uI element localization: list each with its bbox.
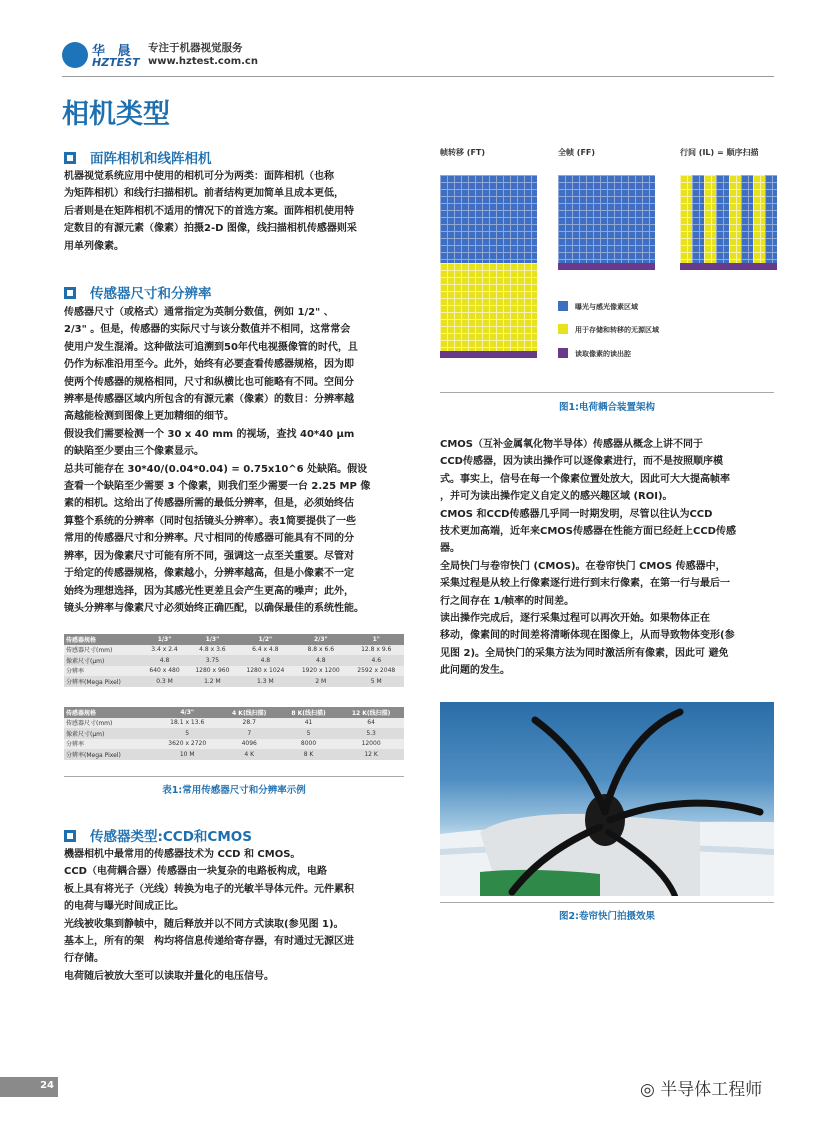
table-row <box>64 676 404 687</box>
text-line: 式。事实上，信号在每一个像素位置处放大，因此可大大提高帧率 <box>440 473 730 485</box>
table-cell: 2 M <box>293 676 348 687</box>
text-line: 高越能检测到图像上更加精细的细节。 <box>64 411 234 423</box>
table-cell: 像素尺寸(μm) <box>64 728 155 739</box>
table-cell: 3620 x 2720 <box>155 739 220 750</box>
page-number-tab <box>0 1077 58 1097</box>
table-cell: 1" <box>349 634 404 645</box>
text-line: 见图 2)。全局快门的采集方法为同时激活所有像素，因此可 避免 <box>440 647 729 659</box>
table-cell: 传感器尺寸(mm) <box>64 645 142 656</box>
table-caption: 表1:常用传感器尺寸和分辨率示例 <box>162 785 306 796</box>
table-cell: 12000 <box>338 739 404 750</box>
il-area <box>680 175 777 263</box>
text-line: 传感器尺寸（或格式）通常指定为英制分数值，例如 1/2" 、 <box>64 307 334 318</box>
table-cell: 6.4 x 4.8 <box>238 645 293 656</box>
ff-readout-register <box>558 263 655 270</box>
il-active-column <box>692 175 704 263</box>
table-cell: 4 K <box>220 749 279 760</box>
table-cell: 1.3 M <box>238 676 293 687</box>
table-cell: 4/3" <box>155 707 220 718</box>
table-row <box>64 718 404 729</box>
table-row <box>64 739 404 750</box>
text-line: 板上具有将光子（光线）转换为电子的光敏半导体元件。元件累积 <box>64 883 354 895</box>
legend-label-storage: 用于存储和转移的无源区域 <box>575 326 659 334</box>
il-active-column <box>716 175 728 263</box>
text-line: 机器视觉系统应用中使用的相机可分为两类：面阵相机（也称 <box>64 171 334 182</box>
table-cell: 41 <box>279 718 338 729</box>
fig-label-ft: 帧转移 (FT) <box>440 148 486 157</box>
table-cell: 640 x 480 <box>142 666 187 677</box>
table-cell: 分辨率(Mega Pixel) <box>64 749 155 760</box>
table-row <box>64 645 404 656</box>
table-cell: 0.3 M <box>142 676 187 687</box>
text-line: 算整个系统的分辨率（同时包括镜头分辨率）。表1简要提供了一些 <box>64 515 356 527</box>
text-line: 辨率，因为像素尺寸可能有所不同，强调这一点至关重要。尽管对 <box>64 550 354 562</box>
section-bullet-icon <box>64 152 76 164</box>
text-line: 仍作为标准沿用至今。此外，始终有必要查看传感器规格，因为即 <box>64 359 354 371</box>
il-active-column <box>765 175 777 263</box>
text-line: 常用的传感器尺寸和分辨率。尺寸相同的传感器可能具有不同的分 <box>64 533 354 545</box>
section-heading-ccd-cmos: 传感器类型:CCD和CMOS <box>64 825 252 845</box>
page-number: 24 <box>40 1080 54 1091</box>
legend-swatch-storage <box>558 324 568 334</box>
globe-icon <box>62 42 88 68</box>
table-cell: 4.8 <box>293 655 348 666</box>
tagline: 专注于机器视觉服务 <box>148 42 243 54</box>
table-cell: 分辨率 <box>64 666 142 677</box>
table-cell: 5 M <box>349 676 404 687</box>
ft-active-area <box>440 175 537 263</box>
figure1-caption: 图1:电荷耦合装置架构 <box>559 402 655 413</box>
text-line: 此问题的发生。 <box>440 665 510 677</box>
watermark: ◎ 半导体工程师 <box>640 1080 763 1100</box>
text-line: CMOS 和CCD传感器几乎同一时期发明，尽管以往认为CCD <box>440 508 713 520</box>
table-cell: 10 M <box>155 749 220 760</box>
il-storage-column <box>704 175 716 263</box>
fig-label-il: 行间 (IL) = 顺序扫描 <box>680 148 759 157</box>
text-line: 的电荷与曝光时间成正比。 <box>64 901 184 913</box>
table-cell: 传感器规格 <box>64 634 142 645</box>
table-cell: 8000 <box>279 739 338 750</box>
table-cell: 4 K(线扫描) <box>220 707 279 718</box>
table-cell: 1280 x 960 <box>187 666 237 677</box>
text-line: 素的相机。这给出了传感器所需的最低分辨率，但是，必须始终估 <box>64 498 354 510</box>
legend-label-active: 曝光与感光像素区域 <box>575 303 638 311</box>
text-line: CCD（电荷耦合器）传感器由一块复杂的电路板构成，电路 <box>64 866 327 878</box>
text-line: 查看一个缺陷至少需要 3 个像素，则我们至少需要一台 2.25 MP 像 <box>64 481 371 493</box>
table-row <box>64 634 404 645</box>
table-cell: 1.2 M <box>187 676 237 687</box>
sensor-table-a <box>64 634 404 687</box>
table-cell: 分辨率 <box>64 739 155 750</box>
legend-swatch-readout <box>558 348 568 358</box>
section-body-ccd-cmos <box>64 846 409 985</box>
text-line: 基本上，所有的架 构均将信息传递给寄存器，有时通过无源区进 <box>64 936 354 948</box>
text-line: 移动，像素间的时间差将清晰体现在图像上，从而导致物体变形(参 <box>440 630 735 642</box>
text-line: 辨率是传感器区域内所包含的有源元素（像素）的数目：分辨率越 <box>64 394 354 406</box>
table-cell: 7 <box>220 728 279 739</box>
table-cell: 1/3" <box>187 634 237 645</box>
text-line: 读出操作完成后，逐行采集过程可以再次开始。如果物体正在 <box>440 613 710 625</box>
table-cell: 5 <box>279 728 338 739</box>
caption-divider <box>440 902 774 903</box>
text-line: 的缺陷至少要由三个像素显示。 <box>64 446 204 458</box>
rolling-shutter-photo <box>440 702 774 896</box>
legend-swatch-active <box>558 301 568 311</box>
table-row <box>64 655 404 666</box>
table-cell: 12 K(线扫描) <box>338 707 404 718</box>
table-cell: 传感器规格 <box>64 707 155 718</box>
text-line: 始终为理想选择，因为其感光性更差且会产生更高的噪声；此外， <box>64 585 354 597</box>
wechat-icon: ◎ <box>640 1080 661 1100</box>
table-cell: 1920 x 1200 <box>293 666 348 677</box>
table-cell: 5 <box>155 728 220 739</box>
text-line: 用单列像素。 <box>64 240 124 252</box>
fig-label-ff: 全帧 (FF) <box>558 148 596 157</box>
ff-active-area <box>558 175 655 263</box>
table-cell: 1280 x 1024 <box>238 666 293 677</box>
table-cell: 4.8 <box>142 655 187 666</box>
ft-storage-area <box>440 263 537 351</box>
table-cell: 8.8 x 6.6 <box>293 645 348 656</box>
caption-divider <box>64 776 404 777</box>
il-storage-column <box>680 175 692 263</box>
text-line: CMOS（互补金属氧化物半导体）传感器从概念上讲不同于 <box>440 439 703 450</box>
table-cell: 分辨率(Mega Pixel) <box>64 676 142 687</box>
table-cell: 3.4 x 2.4 <box>142 645 187 656</box>
table-row <box>64 666 404 677</box>
text-line: 假设我们需要检测一个 30 x 40 mm 的视场，查找 40*40 μm <box>64 428 355 440</box>
section-bullet-icon <box>64 287 76 299</box>
text-line: 镜头分辨率与像素尺寸必须始终正确匹配，以确保最佳的系统性能。 <box>64 602 364 614</box>
text-line: 行之间存在 1/帧率的时间差。 <box>440 595 575 607</box>
il-storage-column <box>729 175 741 263</box>
text-line: 后者则是在矩阵相机不适用的情况下的首选方案。面阵相机使用特 <box>64 205 354 217</box>
text-line: 使两个传感器的规格相同，尺寸和纵横比也可能略有不同。空间分 <box>64 376 354 388</box>
website-url[interactable]: www.hztest.com.cn <box>148 56 258 67</box>
table-row <box>64 728 404 739</box>
table-cell: 4.6 <box>349 655 404 666</box>
table-cell: 像素尺寸(μm) <box>64 655 142 666</box>
table-cell: 1/3" <box>142 634 187 645</box>
table-cell: 4.8 x 3.6 <box>187 645 237 656</box>
text-line: 全局快门与卷帘快门 (CMOS)。在卷帘快门 CMOS 传感器中， <box>440 560 726 572</box>
table-cell: 2592 x 2048 <box>349 666 404 677</box>
text-line: 电荷随后被放大至可以读取并量化的电压信号。 <box>64 970 274 982</box>
text-line: 器。 <box>440 543 460 555</box>
text-line: 定数目的有源元素（像素）拍摄2-D 图像，线扫描相机传感器则采 <box>64 223 357 235</box>
ft-readout-register <box>440 351 537 358</box>
text-line: 技术更加高端，近年来CMOS传感器在性能方面已经赶上CCD传感 <box>440 526 736 538</box>
table-cell: 4.8 <box>238 655 293 666</box>
il-storage-column <box>753 175 765 263</box>
il-readout-register <box>680 263 777 270</box>
page-title: 相机类型 <box>62 99 170 130</box>
table-cell: 8 K <box>279 749 338 760</box>
table-cell: 4096 <box>220 739 279 750</box>
table-row <box>64 749 404 760</box>
table-cell: 12.8 x 9.6 <box>349 645 404 656</box>
legend-label-readout: 读取像素的读出腔 <box>575 350 631 358</box>
caption-divider <box>440 392 774 393</box>
table-cell: 18.1 x 13.6 <box>155 718 220 729</box>
text-line: 使用户发生混淆。这种做法可追溯到50年代电视摄像管的时代，且 <box>64 341 358 353</box>
sensor-table-b <box>64 707 404 760</box>
text-line: 機器相机中最常用的传感器技术为 CCD 和 CMOS。 <box>64 849 301 860</box>
propeller-illustration <box>440 702 774 896</box>
table-cell: 1/2" <box>238 634 293 645</box>
section-body-sensor-size <box>64 304 409 617</box>
text-line: 采集过程是从较上行像素逐行进行到末行像素，在第一行与最后一 <box>440 578 730 590</box>
logo-en: HZTEST <box>92 56 140 69</box>
section-heading-area-line: 面阵相机和线阵相机 <box>64 147 212 167</box>
text-line: 于给定的传感器规格，像素越小，分辨率越高，但是小像素不一定 <box>64 568 354 580</box>
table-cell: 64 <box>338 718 404 729</box>
cmos-body <box>440 436 776 680</box>
figure2-caption: 图2:卷帘快门拍摄效果 <box>559 911 655 922</box>
table-cell: 8 K(线扫描) <box>279 707 338 718</box>
text-line: CCD传感器，因为读出操作可以逐像素进行，而不是按照顺序模 <box>440 456 723 468</box>
table-cell: 3.75 <box>187 655 237 666</box>
table-cell: 5.3 <box>338 728 404 739</box>
text-line: 为矩阵相机）和线行扫描相机。前者结构更加简单且成本更低， <box>64 188 344 200</box>
text-line: 行存储。 <box>64 953 104 965</box>
table-cell: 传感器尺寸(mm) <box>64 718 155 729</box>
section-bullet-icon <box>64 830 76 842</box>
table-cell: 2/3" <box>293 634 348 645</box>
text-line: 光线被收集到静帧中，随后释放并以不同方式读取(参见图 1)。 <box>64 918 344 930</box>
table-cell: 12 K <box>338 749 404 760</box>
header-divider <box>62 76 774 77</box>
text-line: 总共可能存在 30*40/(0.04*0.04) = 0.75x10^6 处缺陷。假设 <box>64 463 368 475</box>
il-active-column <box>741 175 753 263</box>
text-line: ，并可为读出操作定义自定义的感兴趣区域 (ROI)。 <box>440 491 673 503</box>
table-cell: 28.7 <box>220 718 279 729</box>
logo-cn: 华 晨 <box>92 44 135 59</box>
table-row <box>64 707 404 718</box>
text-line: 2/3" 。但是，传感器的实际尺寸与该分数值并不相同，这常常会 <box>64 324 351 336</box>
section-body-area-line <box>64 168 409 255</box>
section-heading-sensor-size: 传感器尺寸和分辨率 <box>64 282 212 302</box>
